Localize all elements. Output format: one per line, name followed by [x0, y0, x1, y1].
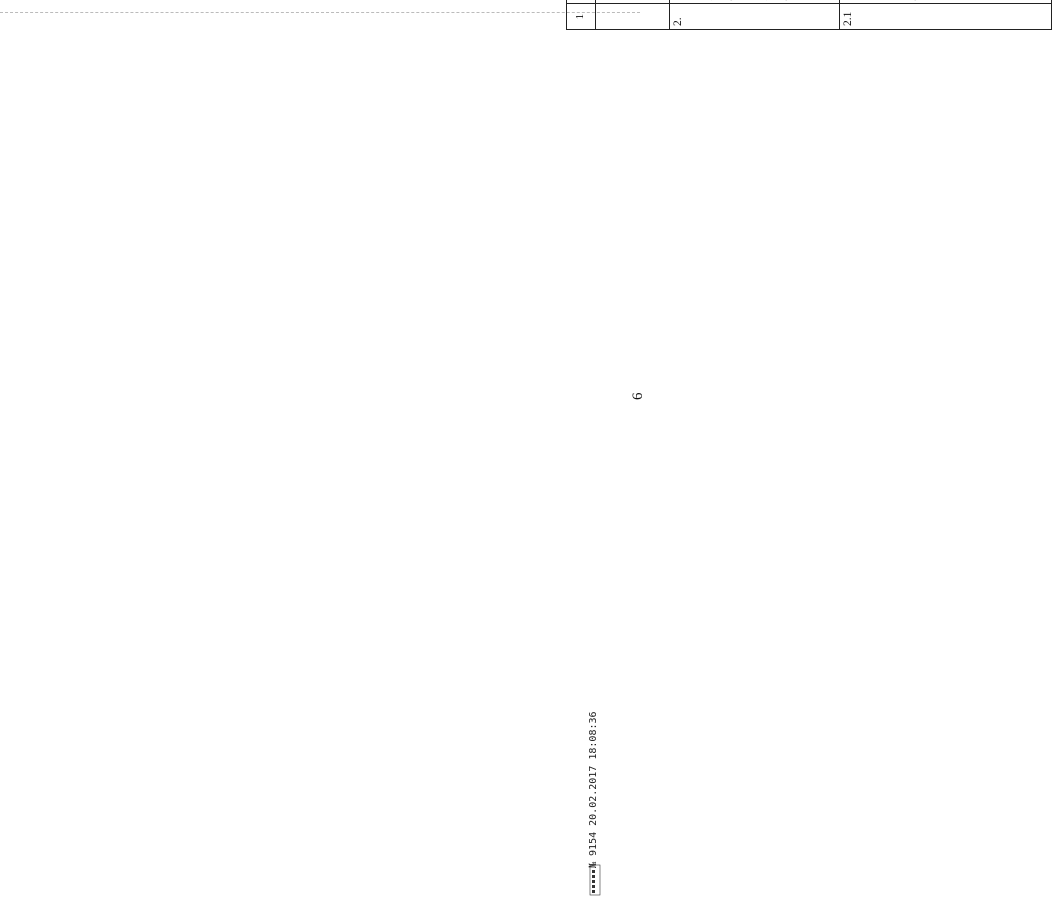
- program-table: [566, 0, 1052, 30]
- item-number: 2.1: [840, 4, 1052, 30]
- table-row: [670, 0, 706, 30]
- col-header-2: [567, 0, 596, 4]
- e-government-logo: [590, 865, 600, 895]
- item-name: [840, 0, 1052, 4]
- prev-item-name: [595, 0, 670, 4]
- rotated-table-container: [566, 0, 1052, 30]
- task-number: 2.: [670, 4, 840, 30]
- top-scan-edge: [0, 12, 640, 13]
- document-stamp: № 9154 20.02.2017 18:08:36: [588, 711, 599, 868]
- table-row: [840, 0, 886, 30]
- table-row: [595, 0, 670, 30]
- page-number: 6: [630, 392, 646, 400]
- task-name: [670, 0, 840, 4]
- col-header-1: 1: [567, 4, 596, 30]
- header-row: [567, 0, 596, 30]
